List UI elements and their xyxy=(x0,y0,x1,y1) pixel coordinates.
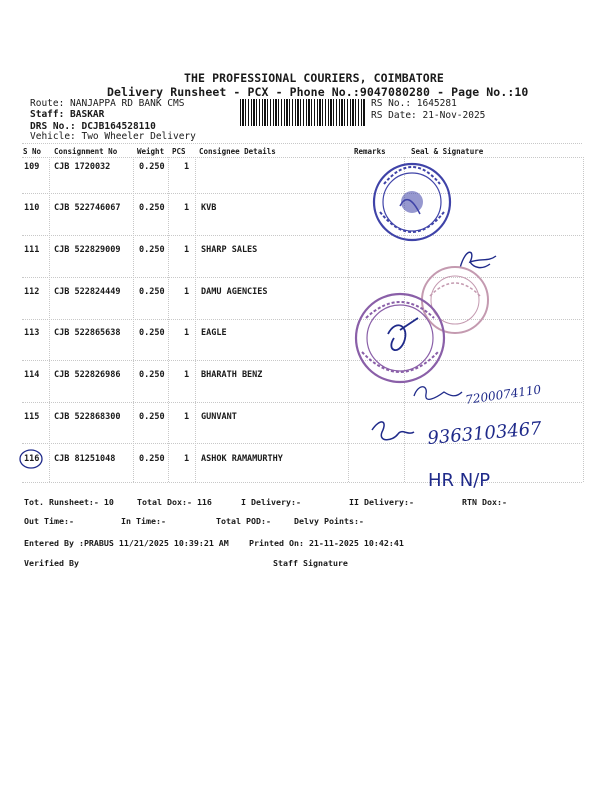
row-sno: 110 xyxy=(24,203,40,213)
row-sno: 114 xyxy=(24,370,40,380)
row-consignee: KVB xyxy=(201,203,217,213)
row-weight: 0.250 xyxy=(139,162,165,172)
runsheet-subtitle: Delivery Runsheet - PCX - Phone No.:9047080280 - Page No.:10 xyxy=(107,85,529,99)
ii-delivery: II Delivery:- xyxy=(349,497,414,507)
row-consignment: CJB 522829009 xyxy=(54,245,121,255)
in-time: In Time:- xyxy=(121,516,166,526)
staff-signature: Staff Signature xyxy=(273,558,348,568)
col-consignee: Consignee Details xyxy=(199,147,276,156)
row-pcs: 1 xyxy=(184,412,190,422)
handwritten-phone-1: 7200074110 xyxy=(464,382,543,407)
row-consignment: CJB 1720032 xyxy=(54,162,111,172)
row-consignee: GUNVANT xyxy=(201,412,237,422)
col-seal: Seal & Signature xyxy=(411,147,484,156)
row-consignee: SHARP SALES xyxy=(201,245,258,255)
row-weight: 0.250 xyxy=(139,203,165,213)
rs-number: RS No.: 1645281 xyxy=(371,98,457,109)
route-label: Route: NANJAPPA RD BANK CMS xyxy=(30,98,185,109)
drs-number: DRS No.: DCJB164528110 xyxy=(30,121,156,132)
row-consignment: CJB 81251048 xyxy=(54,454,116,464)
handwritten-note: HR N/P xyxy=(428,470,491,491)
total-pod: Total POD:- xyxy=(216,516,271,526)
dianna-hardwares-stamp xyxy=(356,294,444,382)
company-title: THE PROFESSIONAL COURIERS, COIMBATORE xyxy=(184,71,444,85)
col-remarks: Remarks xyxy=(354,147,386,156)
row-pcs: 1 xyxy=(184,245,190,255)
signature-row-111 xyxy=(460,252,496,268)
col-pcs: PCS xyxy=(172,147,186,156)
col-consignment: Consignment No xyxy=(54,147,118,156)
row-consignee: DAMU AGENCIES xyxy=(201,287,268,297)
staff-label: Staff: BASKAR xyxy=(30,109,105,120)
row-consignment: CJB 522746067 xyxy=(54,203,121,213)
row-consignment: CJB 522865638 xyxy=(54,328,121,338)
row-pcs: 1 xyxy=(184,454,190,464)
rtn-dox: RTN Dox:- xyxy=(462,497,507,507)
row-consignment: CJB 522868300 xyxy=(54,412,121,422)
i-delivery: I Delivery:- xyxy=(241,497,301,507)
handwritten-phone-2: 9363103467 xyxy=(426,418,543,449)
agencies-stamp xyxy=(422,267,488,333)
rs-date: RS Date: 21-Nov-2025 xyxy=(371,110,486,121)
col-weight: Weight xyxy=(137,147,165,156)
row-sno: 111 xyxy=(24,245,40,255)
row-sno: 116 xyxy=(24,454,40,464)
row-pcs: 1 xyxy=(184,203,190,213)
row-weight: 0.250 xyxy=(139,328,165,338)
circled-116 xyxy=(20,450,42,468)
signature-row-115 xyxy=(372,422,414,440)
row-weight: 0.250 xyxy=(139,245,165,255)
row-pcs: 1 xyxy=(184,328,190,338)
verified-by: Verified By xyxy=(24,558,79,568)
row-sno: 115 xyxy=(24,412,40,422)
row-weight: 0.250 xyxy=(139,412,165,422)
vehicle-label: Vehicle: Two Wheeler Delivery xyxy=(30,131,196,142)
tot-runsheet: Tot. Runsheet:- 10 xyxy=(24,497,114,507)
delvy-points: Delvy Points:- xyxy=(294,516,364,526)
total-dox: Total Dox:- 116 xyxy=(137,497,212,507)
out-time: Out Time:- xyxy=(24,516,74,526)
col-sno: S No xyxy=(23,147,42,156)
row-pcs: 1 xyxy=(184,162,190,172)
row-sno: 109 xyxy=(24,162,40,172)
row-pcs: 1 xyxy=(184,287,190,297)
row-consignment: CJB 522824449 xyxy=(54,287,121,297)
row-weight: 0.250 xyxy=(139,370,165,380)
row-consignment: CJB 522826986 xyxy=(54,370,121,380)
row-consignee: EAGLE xyxy=(201,328,227,338)
entered-by: Entered By :PRABUS 11/21/2025 10:39:21 AM xyxy=(24,538,229,548)
signature-row-114 xyxy=(414,387,462,400)
row-sno: 113 xyxy=(24,328,40,338)
row-consignee: BHARATH BENZ xyxy=(201,370,263,380)
row-weight: 0.250 xyxy=(139,287,165,297)
row-weight: 0.250 xyxy=(139,454,165,464)
printed-on: Printed On: 21-11-2025 10:42:41 xyxy=(249,538,404,548)
row-consignee: ASHOK RAMAMURTHY xyxy=(201,454,283,464)
bank-seal-stamp xyxy=(374,164,450,240)
row-sno: 112 xyxy=(24,287,40,297)
row-pcs: 1 xyxy=(184,370,190,380)
